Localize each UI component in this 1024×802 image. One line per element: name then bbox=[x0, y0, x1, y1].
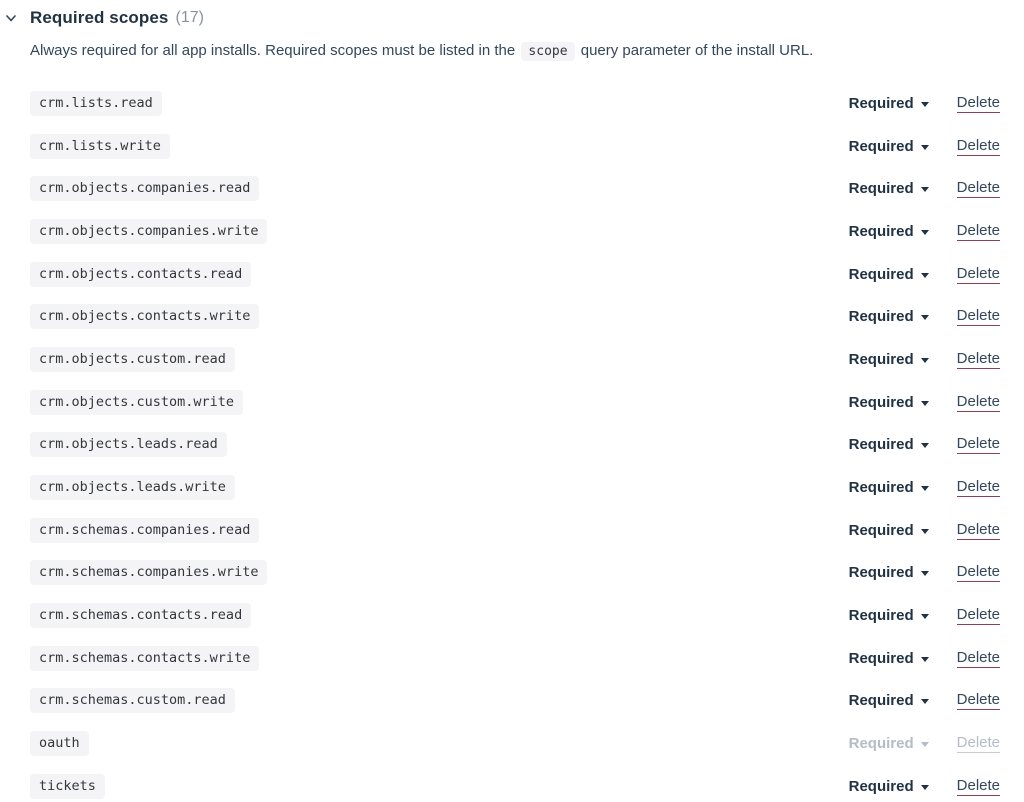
description-text-after: query parameter of the install URL. bbox=[580, 42, 814, 59]
delete-link[interactable]: Delete bbox=[956, 691, 1000, 709]
scope-name-badge: crm.objects.leads.read bbox=[30, 432, 227, 457]
caret-down-icon bbox=[921, 614, 929, 619]
required-dropdown[interactable] bbox=[849, 351, 929, 368]
scope-row-actions bbox=[849, 521, 1000, 540]
required-dropdown[interactable] bbox=[849, 778, 929, 795]
required-dropdown-label: Required bbox=[848, 308, 914, 326]
scope-row bbox=[30, 295, 1000, 338]
required-dropdown-label: Required bbox=[848, 479, 914, 497]
caret-down-icon bbox=[921, 187, 929, 192]
scope-row-actions bbox=[849, 649, 1000, 668]
delete-link[interactable]: Delete bbox=[956, 307, 1000, 325]
scope-name-badge: crm.objects.custom.write bbox=[30, 390, 243, 415]
scope-param-code-chip: scope bbox=[521, 42, 574, 61]
scope-row bbox=[30, 765, 1000, 802]
scope-name-badge: crm.objects.contacts.write bbox=[30, 304, 259, 329]
required-dropdown-label: Required bbox=[848, 350, 914, 368]
delete-link[interactable]: Delete bbox=[956, 563, 1000, 581]
required-dropdown-label: Required bbox=[848, 564, 914, 582]
scope-row-actions bbox=[849, 691, 1000, 710]
delete-link: Delete bbox=[956, 734, 1000, 752]
scope-row bbox=[30, 509, 1000, 552]
delete-link[interactable]: Delete bbox=[956, 435, 1000, 453]
caret-down-icon bbox=[921, 230, 929, 235]
caret-down-icon bbox=[921, 657, 929, 662]
delete-link[interactable]: Delete bbox=[956, 136, 1000, 154]
required-dropdown-label: Required bbox=[848, 436, 914, 454]
scope-name-badge: crm.objects.companies.read bbox=[30, 176, 259, 201]
required-dropdown[interactable] bbox=[849, 138, 929, 155]
caret-down-icon bbox=[921, 358, 929, 363]
caret-down-icon bbox=[921, 742, 929, 747]
scope-name-badge: crm.lists.write bbox=[30, 134, 170, 159]
caret-down-icon bbox=[921, 785, 929, 790]
scope-name-badge: crm.objects.leads.write bbox=[30, 475, 235, 500]
required-dropdown[interactable] bbox=[849, 692, 929, 709]
required-dropdown[interactable] bbox=[849, 436, 929, 453]
scope-row bbox=[30, 82, 1000, 125]
section-header bbox=[0, 8, 1024, 28]
scope-row bbox=[30, 424, 1000, 467]
scope-row bbox=[30, 680, 1000, 723]
required-dropdown-label: Required bbox=[848, 607, 914, 625]
required-dropdown-label: Required bbox=[848, 180, 914, 198]
required-dropdown-label: Required bbox=[848, 94, 914, 112]
caret-down-icon bbox=[921, 443, 929, 448]
scope-row bbox=[30, 637, 1000, 680]
required-dropdown-label: Required bbox=[848, 393, 914, 411]
scope-name-badge: crm.schemas.companies.write bbox=[30, 560, 267, 585]
delete-link[interactable]: Delete bbox=[956, 179, 1000, 197]
section-description bbox=[30, 41, 1024, 61]
required-dropdown[interactable] bbox=[849, 564, 929, 581]
scope-name-badge: oauth bbox=[30, 731, 89, 756]
scope-row-actions bbox=[849, 350, 1000, 369]
scope-row-actions bbox=[849, 478, 1000, 497]
delete-link[interactable]: Delete bbox=[956, 606, 1000, 624]
scope-row-actions bbox=[849, 222, 1000, 241]
required-dropdown[interactable] bbox=[849, 522, 929, 539]
scope-row bbox=[30, 594, 1000, 637]
scope-row-actions bbox=[849, 393, 1000, 412]
scope-row-actions bbox=[849, 137, 1000, 156]
scope-row-actions bbox=[849, 734, 1000, 753]
scope-list bbox=[0, 82, 1024, 802]
required-dropdown-label: Required bbox=[848, 265, 914, 283]
delete-link[interactable]: Delete bbox=[956, 93, 1000, 111]
scope-name-badge: crm.objects.contacts.read bbox=[30, 262, 251, 287]
scope-row bbox=[30, 466, 1000, 509]
scope-row-actions bbox=[849, 265, 1000, 284]
scope-name-badge: crm.schemas.companies.read bbox=[30, 518, 259, 543]
delete-link[interactable]: Delete bbox=[956, 648, 1000, 666]
required-dropdown[interactable] bbox=[849, 180, 929, 197]
scope-row-actions bbox=[849, 435, 1000, 454]
caret-down-icon bbox=[921, 145, 929, 150]
caret-down-icon bbox=[921, 699, 929, 704]
required-dropdown-label: Required bbox=[848, 222, 914, 240]
required-dropdown-label: Required bbox=[848, 735, 914, 753]
required-dropdown bbox=[849, 735, 929, 752]
scope-name-badge: crm.objects.companies.write bbox=[30, 219, 267, 244]
required-dropdown[interactable] bbox=[849, 266, 929, 283]
scope-name-badge: crm.objects.custom.read bbox=[30, 347, 235, 372]
scope-row bbox=[30, 552, 1000, 595]
caret-down-icon bbox=[921, 401, 929, 406]
scope-row-actions bbox=[849, 307, 1000, 326]
delete-link[interactable]: Delete bbox=[956, 776, 1000, 794]
required-dropdown-label: Required bbox=[848, 777, 914, 795]
caret-down-icon bbox=[921, 571, 929, 576]
delete-link[interactable]: Delete bbox=[956, 478, 1000, 496]
caret-down-icon bbox=[921, 102, 929, 107]
collapse-chevron-icon[interactable] bbox=[5, 12, 17, 24]
scope-row bbox=[30, 210, 1000, 253]
delete-link[interactable]: Delete bbox=[956, 520, 1000, 538]
caret-down-icon bbox=[921, 529, 929, 534]
delete-link[interactable]: Delete bbox=[956, 264, 1000, 282]
scope-row bbox=[30, 722, 1000, 765]
required-dropdown[interactable] bbox=[849, 95, 929, 112]
required-dropdown-label: Required bbox=[848, 692, 914, 710]
required-dropdown[interactable] bbox=[849, 607, 929, 624]
required-dropdown[interactable] bbox=[849, 479, 929, 496]
scope-row bbox=[30, 167, 1000, 210]
scope-row-actions bbox=[849, 563, 1000, 582]
delete-link[interactable]: Delete bbox=[956, 349, 1000, 367]
required-dropdown[interactable] bbox=[849, 394, 929, 411]
scope-count: (17) bbox=[175, 9, 204, 26]
required-scopes-section bbox=[0, 8, 1024, 802]
scope-row bbox=[30, 338, 1000, 381]
required-dropdown[interactable] bbox=[849, 223, 929, 240]
scope-name-badge: crm.schemas.custom.read bbox=[30, 688, 235, 713]
scope-row-actions bbox=[849, 777, 1000, 796]
scope-row-actions bbox=[849, 94, 1000, 113]
scope-row bbox=[30, 253, 1000, 296]
description-text-before: Always required for all app installs. Required scopes must be listed in the bbox=[30, 42, 516, 59]
required-dropdown-label: Required bbox=[848, 521, 914, 539]
required-dropdown-label: Required bbox=[848, 137, 914, 155]
caret-down-icon bbox=[921, 315, 929, 320]
required-dropdown[interactable] bbox=[849, 650, 929, 667]
required-dropdown-label: Required bbox=[848, 649, 914, 667]
delete-link[interactable]: Delete bbox=[956, 392, 1000, 410]
scope-name-badge: crm.lists.read bbox=[30, 91, 162, 116]
caret-down-icon bbox=[921, 273, 929, 278]
required-dropdown[interactable] bbox=[849, 308, 929, 325]
section-title: Required scopes bbox=[30, 8, 169, 27]
scope-row bbox=[30, 381, 1000, 424]
scope-row-actions bbox=[849, 606, 1000, 625]
scope-name-badge: crm.schemas.contacts.read bbox=[30, 603, 251, 628]
scope-row-actions bbox=[849, 179, 1000, 198]
caret-down-icon bbox=[921, 486, 929, 491]
scope-row bbox=[30, 125, 1000, 168]
scope-name-badge: crm.schemas.contacts.write bbox=[30, 646, 259, 671]
scope-name-badge: tickets bbox=[30, 774, 105, 799]
delete-link[interactable]: Delete bbox=[956, 221, 1000, 239]
